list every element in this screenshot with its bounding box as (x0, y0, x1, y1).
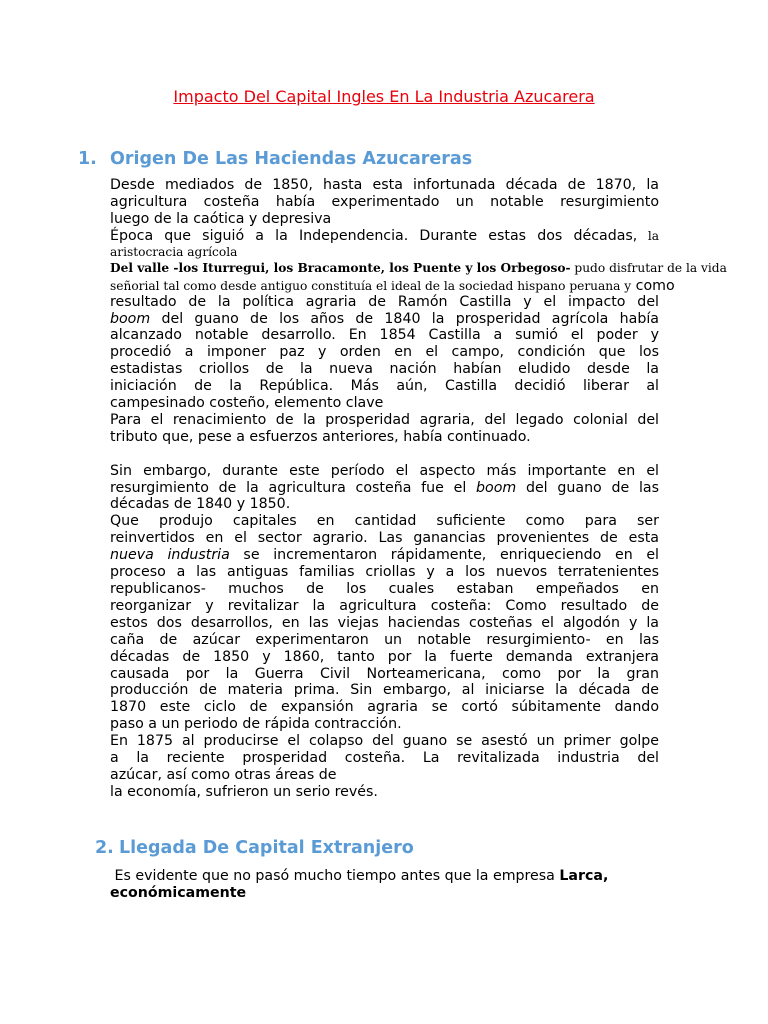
paragraph-line (110, 480, 659, 497)
section-number: 2. (95, 838, 114, 858)
paragraph-line: económicamente (110, 885, 247, 901)
paragraph-line: estadistas criollos de la nueva nación habían eludido desde la (110, 361, 659, 378)
text-run: la (637, 228, 659, 243)
paragraph-line (110, 547, 659, 564)
paragraph-line: a la reciente prosperidad costeña. La revitalizada industria del (110, 750, 659, 767)
paragraph-line: En 1875 al producirse el colapso del guano se asestó un primer golpe (110, 733, 659, 750)
section-number: 1. (78, 149, 97, 169)
paragraph-line: campesinado costeño, elemento clave (110, 395, 384, 412)
text-run: Larca, (559, 868, 609, 884)
paragraph-line: republicanos- muchos de los cuales estaban empeñados en (110, 581, 659, 598)
section-title: Origen De Las Haciendas Azucareras (110, 149, 473, 169)
text-run: Época que siguió a la Independencia. Durante estas dos décadas, (110, 227, 638, 244)
text-run: señorial tal como desde antiguo constituía el ideal de la sociedad hispano peruana y (110, 278, 632, 293)
paragraph-line: proceso a las antiguas familias criollas y a los nuevos terratenientes (110, 564, 659, 581)
text-run: Es evidente que no pasó mucho tiempo antes que la empresa (110, 868, 560, 884)
text-run: resurgimiento de la agricultura costeña fue el (110, 479, 477, 496)
section-1-body (110, 177, 727, 801)
paragraph-line: procedió a imponer paz y orden en el campo, condición que los (110, 344, 659, 361)
paragraph-line: 1870 este ciclo de expansión agraria se cortó súbitamente dando (110, 699, 659, 716)
section-title: Llegada De Capital Extranjero (119, 838, 414, 858)
text-run: se incrementaron rápidamente, enriqueciendo en el (229, 547, 659, 564)
paragraph-line: producción de materia prima. Sin embargo, al iniciarse la década de (110, 682, 659, 699)
text-run: Del valle -los Iturregui, los Bracamonte, los Puente y los Orbegoso- (110, 260, 571, 275)
paragraph-line: reinvertidos en el sector agrario. Las ganancias provenientes de esta (110, 530, 659, 547)
paragraph-line: la economía, sufrieron un serio revés. (110, 783, 378, 800)
text-run: nueva industria (110, 547, 230, 564)
paragraph-line: Desde mediados de 1850, hasta esta infortunada década de 1870, la (110, 177, 659, 193)
paragraph-line: Para el renacimiento de la prosperidad agraria, del legado colonial del (110, 411, 659, 428)
paragraph-line: estos dos desarrollos, en las viejas haciendas costeñas el algodón y la (110, 614, 659, 631)
paragraph-line: luego de la caótica y depresiva (110, 210, 332, 227)
section-heading-llegada (95, 836, 414, 860)
paragraph-line (110, 259, 727, 278)
paragraph-line (110, 277, 675, 294)
paragraph-line: décadas de 1850 y 1860, tanto por la fuerte demanda extranjera (110, 648, 659, 665)
paragraph-line: paso a un periodo de rápida contracción. (110, 716, 402, 733)
paragraph-line: iniciación de la República. Más aún, Castilla decidió liberar al (110, 378, 659, 395)
paragraph-line: azúcar, así como otras áreas de (110, 766, 337, 783)
text-run: boom (110, 310, 151, 327)
text-run: del guano de las (516, 479, 659, 496)
text-run: del guano de los años de 1840 la prosperidad agrícola había (150, 310, 659, 327)
paragraph-line (110, 228, 659, 245)
paragraph-line: caña de azúcar experimentaron un notable resurgimiento- en las (110, 631, 659, 648)
section-2-body (110, 868, 670, 902)
paragraph-line (110, 868, 670, 885)
text-run: boom (476, 479, 517, 496)
paragraph-line: agricultura costeña había experimentado un notable resurgimiento (110, 193, 659, 210)
section-heading-origen (78, 147, 472, 171)
paragraph-gap (110, 446, 659, 463)
text-run: como (631, 277, 675, 294)
paragraph-line: alcanzado notable desarrollo. En 1854 Castilla a sumió el poder y (110, 327, 659, 344)
document-title: Impacto Del Capital Ingles En La Industria Azucarera (173, 87, 595, 106)
paragraph-line: resultado de la política agraria de Ramón Castilla y el impacto del (110, 293, 659, 310)
paragraph-line: décadas de 1840 y 1850. (110, 496, 291, 513)
paragraph-line: aristocracia agrícola (110, 244, 238, 259)
paragraph-line: Que produjo capitales en cantidad suficiente como para ser (110, 513, 659, 530)
paragraph-line: Sin embargo, durante este período el aspecto más importante en el (110, 462, 659, 479)
paragraph-line (110, 311, 659, 328)
paragraph-line: causada por la Guerra Civil Norteamericana, como por la gran (110, 665, 659, 682)
paragraph-line: reorganizar y revitalizar la agricultura costeña: Como resultado de (110, 597, 659, 614)
paragraph-line: tributo que, pese a esfuerzos anteriores, había continuado. (110, 428, 531, 445)
text-run: pudo disfrutar de la vida (570, 260, 727, 275)
